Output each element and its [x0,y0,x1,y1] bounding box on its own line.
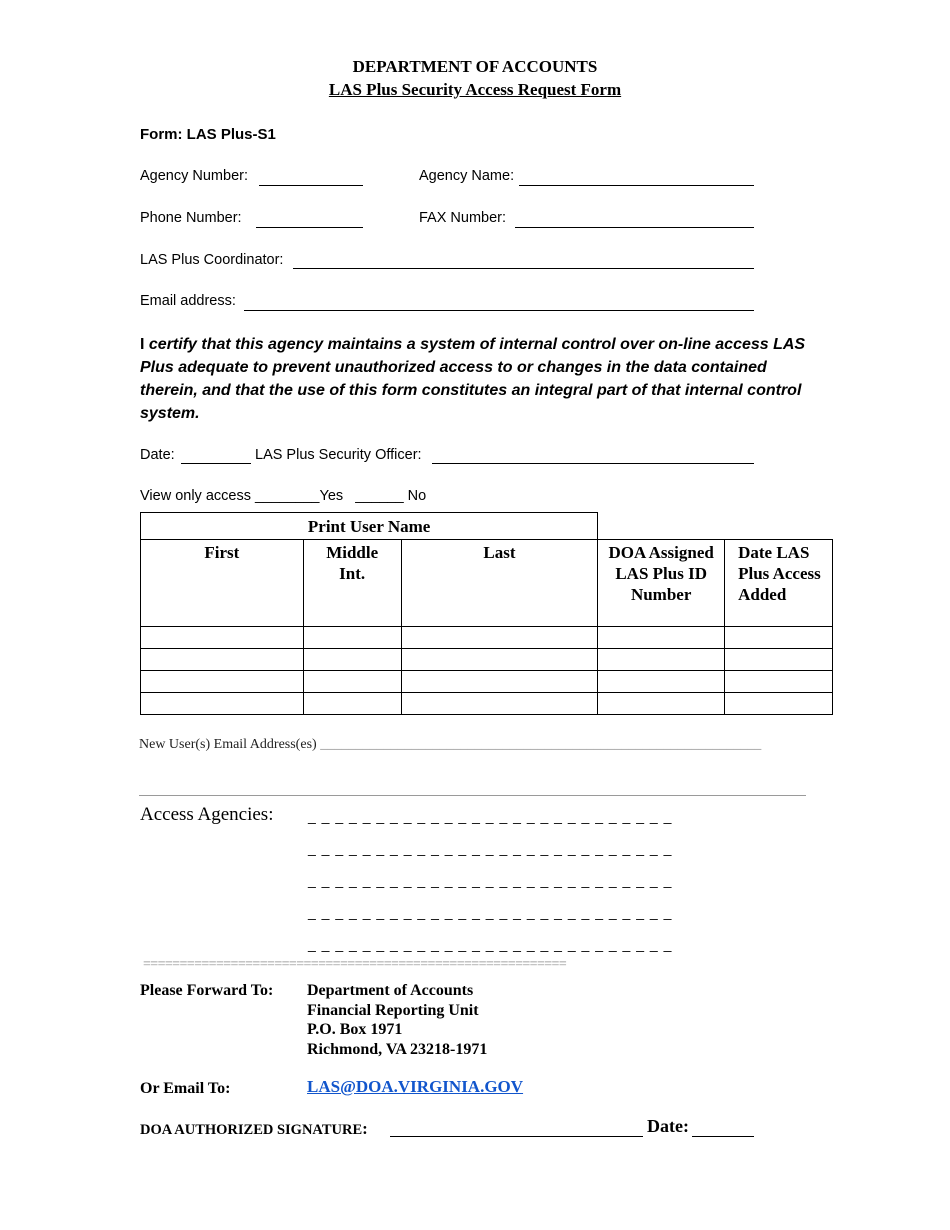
forward-line-2: Financial Reporting Unit [307,1001,479,1019]
certification-statement [140,333,820,425]
forward-label: Please Forward To: [140,982,274,999]
new-user-email-label: New User(s) Email Address(es) [139,737,317,752]
col-first: First [141,540,304,627]
security-officer-label: LAS Plus Security Officer: [255,447,422,463]
table-cell[interactable] [141,627,304,649]
view-only-no-blank[interactable]: ______ [355,488,404,504]
agency-number-label: Agency Number: [140,168,248,184]
table-row [141,671,833,693]
phone-number-label: Phone Number: [140,210,242,226]
table-cell[interactable] [303,693,401,715]
view-only-yes-blank[interactable]: ________ [254,488,320,504]
form-title-text: LAS Plus Security Access Request Form [328,80,622,99]
signature-colon: : [362,1119,368,1138]
view-only-yes-label: Yes [319,488,344,504]
agency-name-field[interactable] [519,185,754,186]
table-cell[interactable] [725,693,833,715]
table-cell[interactable] [401,671,598,693]
col-doa-id: DOA Assigned LAS Plus ID Number [598,540,725,627]
double-separator: ========================================================== [143,957,567,972]
access-agency-row[interactable]: _ _ _ _ _ _ _ _ _ _ _ _ _ _ _ _ _ _ _ _ _ _ _ _ _ _ _ [308,936,673,952]
forward-line-1: Department of Accounts [307,982,474,999]
table-cell[interactable] [598,671,725,693]
table-cell[interactable] [725,671,833,693]
table-cell[interactable] [401,649,598,671]
access-agency-row[interactable]: _ _ _ _ _ _ _ _ _ _ _ _ _ _ _ _ _ _ _ _ _ _ _ _ _ _ _ [308,808,673,824]
table-cell[interactable] [401,693,598,715]
table-cell[interactable] [303,649,401,671]
coordinator-field[interactable] [293,268,754,269]
department-heading: DEPARTMENT OF ACCOUNTS [352,57,598,76]
table-cell[interactable] [598,649,725,671]
form-id: Form: LAS Plus-S1 [140,126,276,143]
table-row [141,649,833,671]
table-cell[interactable] [141,693,304,715]
table-cell[interactable] [401,627,598,649]
certification-text: certify that this agency maintains a system of internal control over on-line access LAS Plus adequate to prevent unauthorized access to or changes in the data contained therein, and that the use of this form constitutes an integral part of that internal control system. [140,336,806,422]
email-field[interactable] [244,310,754,311]
view-only-no-label: No [407,488,427,504]
table-row [141,693,833,715]
agency-number-field[interactable] [259,185,363,186]
table-cell[interactable] [725,649,833,671]
col-last: Last [401,540,598,627]
table-cell[interactable] [141,649,304,671]
agency-name-label: Agency Name: [419,168,515,184]
user-table [140,512,833,715]
table-cell[interactable] [598,693,725,715]
security-officer-field[interactable] [432,463,754,464]
view-only-row [140,488,426,504]
view-only-label: View only access [140,488,251,504]
certification-lead: I [140,336,145,353]
access-agency-row[interactable]: _ _ _ _ _ _ _ _ _ _ _ _ _ _ _ _ _ _ _ _ _ _ _ _ _ _ _ [308,840,673,856]
forward-line-4: Richmond, VA 23218-1971 [307,1040,488,1058]
table-cell[interactable] [598,627,725,649]
access-agency-row[interactable]: _ _ _ _ _ _ _ _ _ _ _ _ _ _ _ _ _ _ _ _ _ _ _ _ _ _ _ [308,872,673,888]
col-middle-int: Middle Int. [303,540,401,627]
table-cell[interactable] [303,671,401,693]
email-label: Email address: [140,293,236,309]
access-agency-row[interactable]: _ _ _ _ _ _ _ _ _ _ _ _ _ _ _ _ _ _ _ _ _ _ _ _ _ _ _ [308,904,673,920]
forward-address [307,981,487,1059]
new-user-email-field[interactable]: _______________________________________________________________ [320,737,762,752]
signature-label: DOA AUTHORIZED SIGNATURE [140,1122,363,1138]
email-to-label: Or Email To: [140,1080,231,1097]
signature-label-row [140,1119,368,1139]
header-spacer [598,513,833,540]
officer-date-label: Date: [140,447,175,463]
form-title [0,80,950,100]
signature-field[interactable] [390,1136,643,1137]
divider-line [139,795,806,796]
officer-date-field[interactable] [181,463,251,464]
forward-line-3: P.O. Box 1971 [307,1021,403,1038]
print-user-name-header: Print User Name [141,513,598,540]
signature-date-label: Date: [647,1116,689,1136]
table-row [141,627,833,649]
col-date-added: Date LAS Plus Access Added [725,540,833,627]
signature-date-field[interactable] [692,1136,754,1137]
coordinator-label: LAS Plus Coordinator: [140,252,284,268]
fax-number-field[interactable] [515,227,754,228]
table-cell[interactable] [141,671,304,693]
table-cell[interactable] [725,627,833,649]
new-user-email-row [139,737,761,753]
phone-number-field[interactable] [256,227,363,228]
access-agencies-label: Access Agencies: [140,804,274,825]
fax-number-label: FAX Number: [419,210,507,226]
table-cell[interactable] [303,627,401,649]
email-to-link[interactable]: LAS@DOA.VIRGINIA.GOV [307,1077,524,1096]
